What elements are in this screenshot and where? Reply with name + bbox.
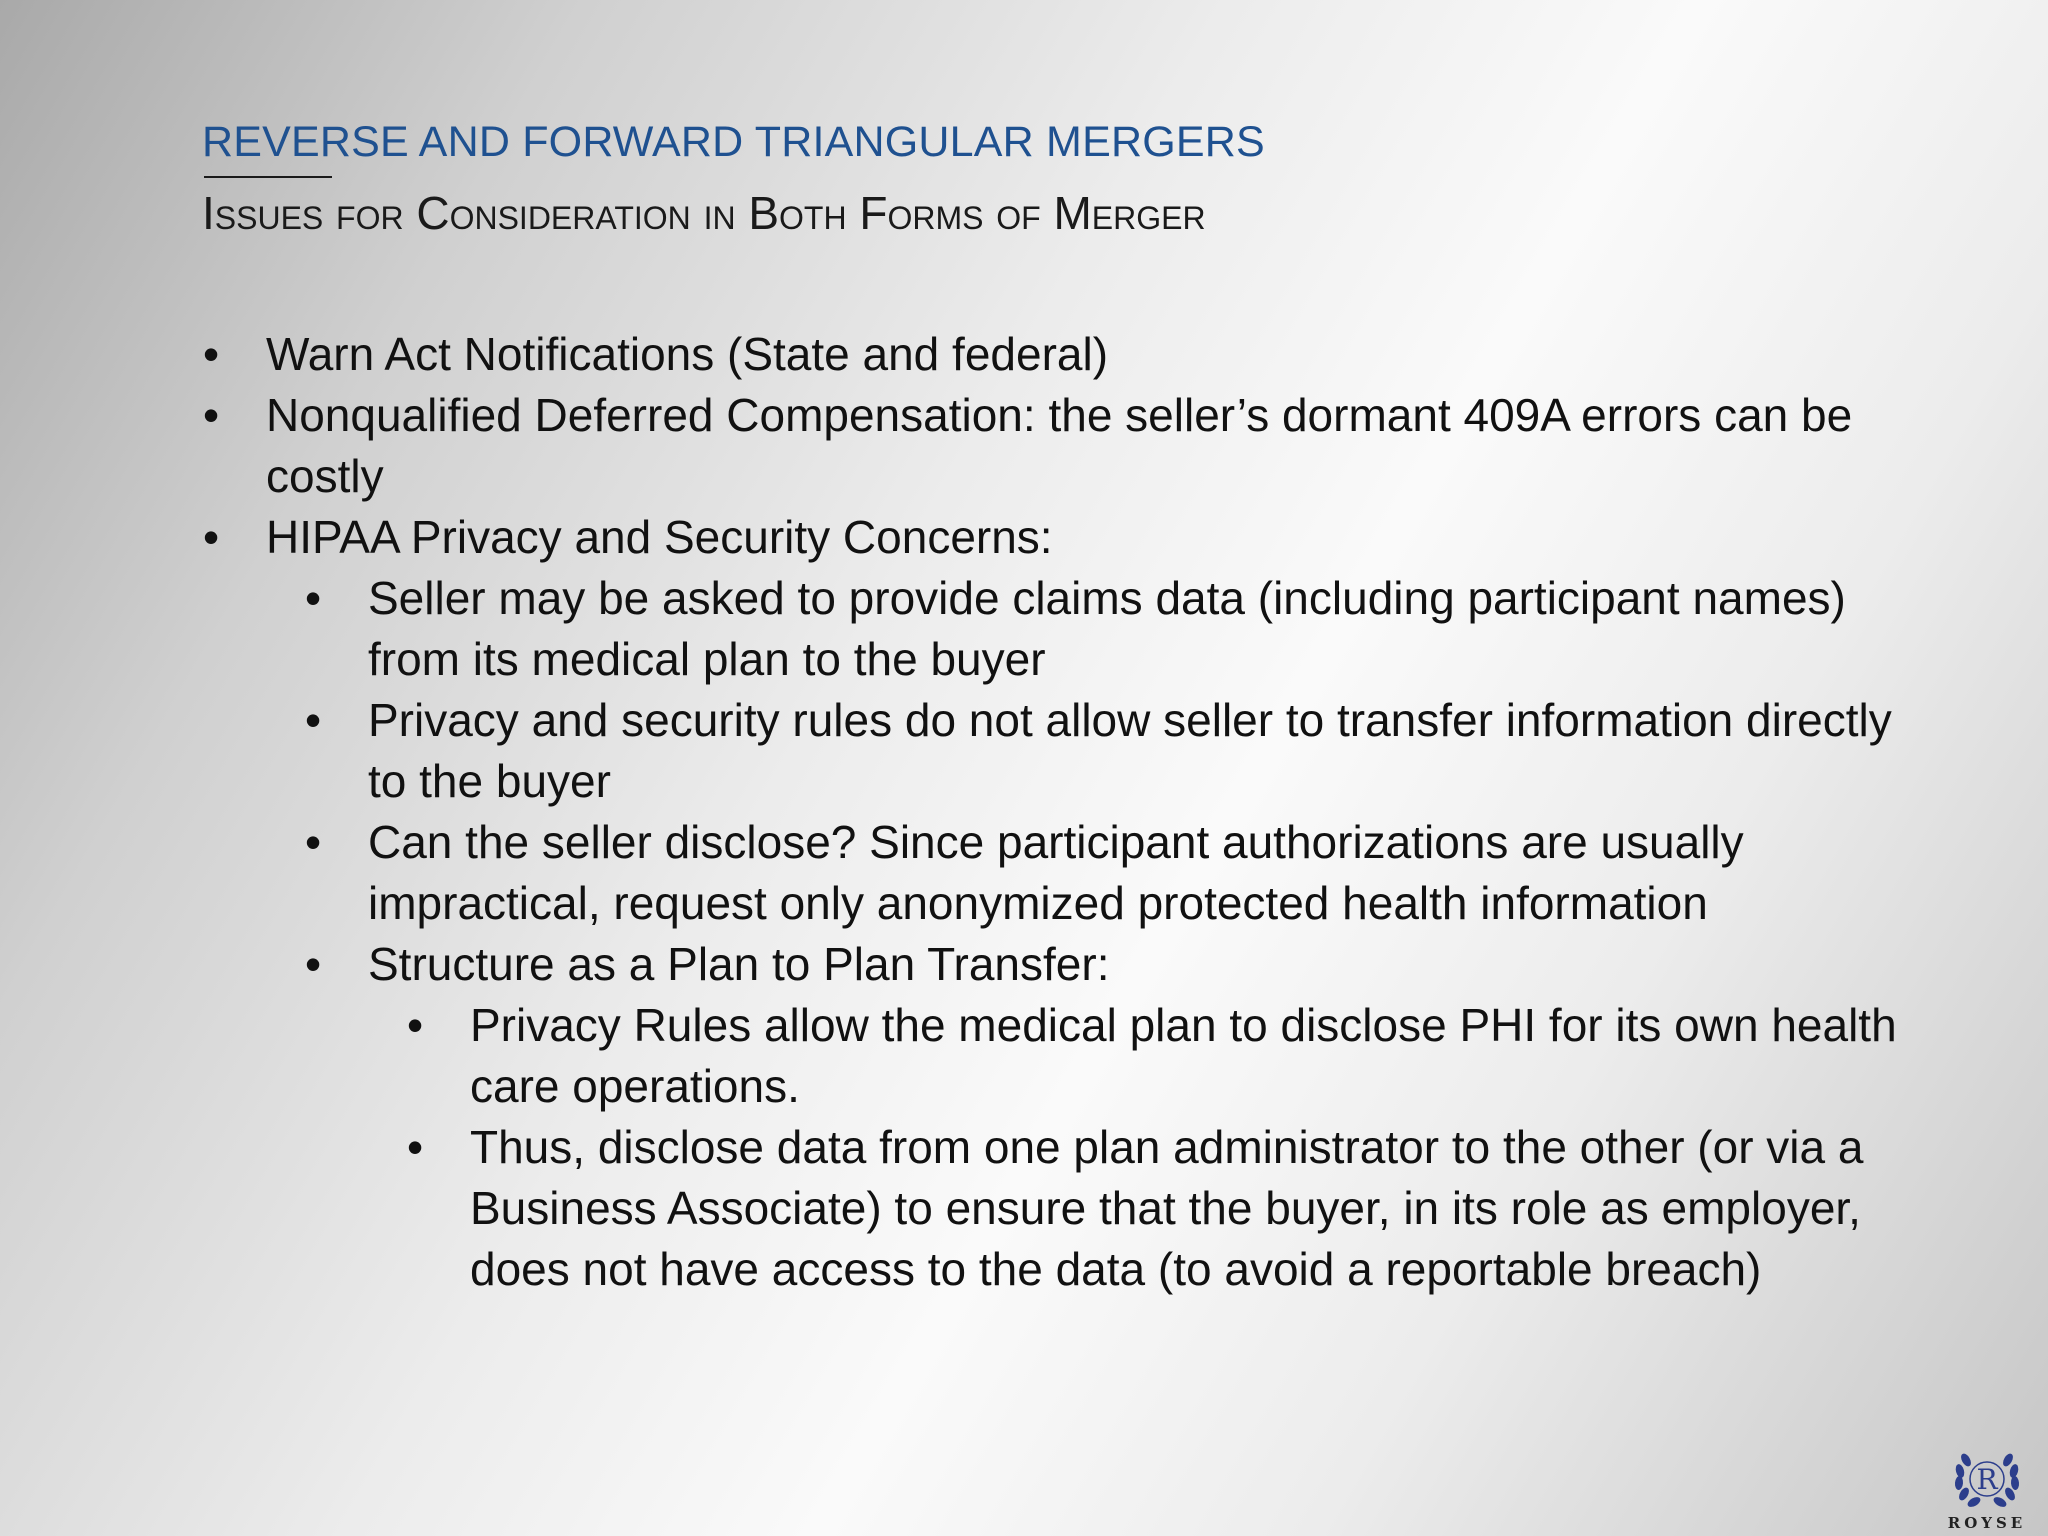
sub-bullet-item — [0, 812, 1898, 934]
slide-subtitle: Issues for Consideration in Both Forms of Merger — [202, 187, 1206, 239]
logo-monogram: R — [1976, 1463, 1998, 1496]
bullet-point-icon: • — [304, 572, 322, 624]
bullet-text: Can the seller disclose? Since participant authorizations are usually impractical, request only anonymized protected health information — [368, 816, 1744, 929]
bullet-list — [0, 324, 2048, 1300]
bullet-point-icon: • — [304, 816, 322, 868]
bullet-text: HIPAA Privacy and Security Concerns: — [266, 511, 1053, 563]
sub-sub-bullet-item — [0, 995, 1910, 1117]
bullet-text: Thus, disclose data from one plan administrator to the other (or via a Business Associate) to ensure that the buyer, in its role as employer, does not have access to the data (to avoid a reportable breach) — [470, 1121, 1864, 1295]
bullet-text: Privacy Rules allow the medical plan to disclose PHI for its own health care operations. — [470, 999, 1897, 1112]
sub-bullet-item — [0, 568, 1898, 690]
slide-title: REVERSE AND FORWARD TRIANGULAR MERGERS — [202, 118, 1265, 166]
bullet-text: Warn Act Notifications (State and federal) — [266, 328, 1109, 380]
bullet-point-icon: • — [406, 1121, 424, 1173]
bullet-item — [0, 507, 1866, 568]
royse-logo — [1944, 1444, 2030, 1536]
laurel-wreath-icon — [1944, 1444, 2030, 1514]
title-underline — [204, 176, 332, 178]
logo-wordmark: ROYSE — [1947, 1514, 2027, 1532]
bullet-text: Privacy and security rules do not allow seller to transfer information directly to the buyer — [368, 694, 1892, 807]
bullet-item — [0, 385, 1866, 507]
bullet-item — [0, 324, 1866, 385]
bullet-point-icon: • — [202, 328, 220, 380]
bullet-text: Seller may be asked to provide claims data (including participant names) from its medical plan to the buyer — [368, 572, 1846, 685]
sub-sub-bullet-item — [0, 1117, 1910, 1300]
bullet-point-icon: • — [202, 389, 220, 441]
sub-bullet-item — [0, 934, 1898, 995]
bullet-point-icon: • — [304, 938, 322, 990]
bullet-text: Nonqualified Deferred Compensation: the seller’s dormant 409A errors can be costly — [266, 389, 1853, 502]
bullet-point-icon: • — [202, 511, 220, 563]
sub-bullet-item — [0, 690, 1898, 812]
bullet-point-icon: • — [406, 999, 424, 1051]
bullet-text: Structure as a Plan to Plan Transfer: — [368, 938, 1110, 990]
bullet-point-icon: • — [304, 694, 322, 746]
